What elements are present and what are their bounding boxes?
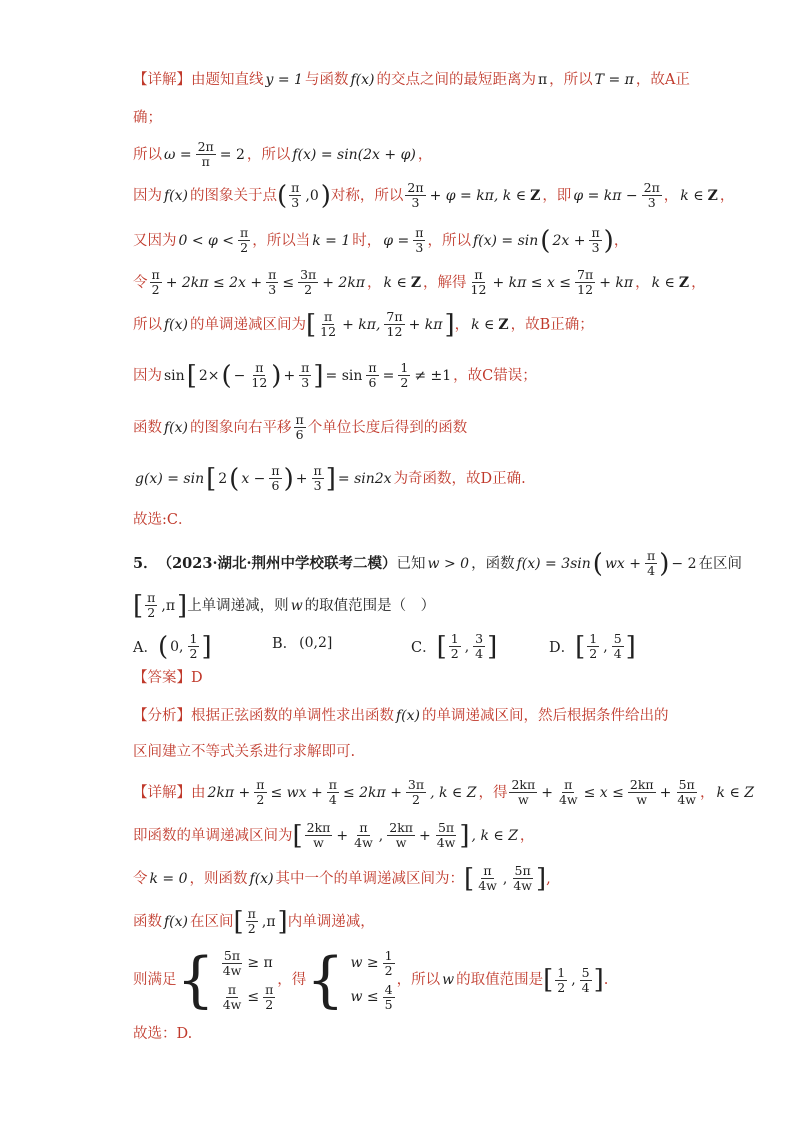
bracket: ] (201, 631, 212, 662)
fraction: $\frac{2\pi}{3}$ (643, 180, 660, 210)
text: 又因为 (133, 232, 177, 249)
fraction: $\frac{7\pi}{12}$ (386, 309, 403, 339)
math: + (419, 827, 431, 844)
option-label: B． (272, 636, 298, 652)
fraction: $\frac{3}{4}$ (475, 631, 484, 661)
text: 确； (133, 110, 162, 126)
text: ， (613, 232, 629, 249)
fraction: $\frac{2k\pi}{w}$ (389, 820, 413, 850)
text: . (603, 972, 609, 988)
detail-line-1 (133, 70, 690, 90)
math: , k ∈ Z (471, 827, 518, 844)
math: f(x) (350, 72, 375, 88)
text: 时， (352, 232, 382, 249)
math: ≠ ±1 (414, 367, 452, 384)
text: ， (417, 146, 433, 163)
math: f(x) (164, 419, 189, 436)
fraction: $\frac{\pi}{3}$ (268, 267, 277, 297)
math: ,π (261, 913, 276, 930)
text: ，解得 (423, 274, 467, 291)
text: 为奇函数，故D正确. (393, 470, 526, 487)
text: 令 (133, 274, 148, 291)
math: + (283, 367, 296, 384)
detail-line-7: 所以 f(x) 的单调递减区间为 [ $\frac{\pi}{12}$ + kπ, $\frac{7\pi}{12}$ + kπ ] ， k ∈ Z ，故B正确； (133, 309, 594, 340)
math: k ∈ (651, 274, 675, 291)
text: ，所以 (549, 72, 593, 88)
detail-line-4: 因为 f(x) 的图象关于点 ( $\frac{\pi}{3}$ ,0 ) 对称，所以 $\frac{2\pi}{3}$ + φ = kπ, k ∈ Z ，即 φ = kπ − $\frac{2\pi}{3}$ ， k ∈ Z ， (133, 180, 735, 211)
math: f(x) = sin(2x + φ) (292, 146, 416, 163)
text: 在区间 (698, 555, 742, 572)
fraction: $\frac{\pi}{4}$ (647, 548, 656, 578)
math: g(x) = sin (135, 470, 205, 487)
text: 的图象关于点 (190, 187, 278, 204)
detail-line-6 (133, 268, 706, 297)
fraction: $\frac{5\pi}{4w}$ (436, 820, 456, 850)
math: f(x) (249, 870, 274, 887)
text: 内单调递减， (287, 913, 375, 930)
math: 2kπ + (207, 784, 251, 801)
math: + (336, 827, 349, 844)
text: ，所以 (396, 972, 441, 988)
analysis-line-2 (133, 742, 355, 762)
fraction: $\frac{\pi}{12}$ (320, 309, 337, 339)
math: w (442, 972, 455, 988)
math: f(x) (164, 187, 189, 204)
text: ， (691, 274, 706, 291)
detail2-line-3: 令 k = 0 ，则函数 f(x) 其中一个的单调递减区间为： [ $\frac{\pi}{4w}$ , $\frac{5\pi}{4w}$ ] , (133, 863, 551, 894)
text: 故选：D. (133, 1026, 193, 1042)
condition-system: { $\frac{5\pi}{4w}$ ≥ π $\frac{\pi}{4w}$ ≤ $\frac{\pi}{2}$ (176, 945, 274, 1015)
math: x − (241, 470, 266, 487)
math: 2 (218, 470, 228, 487)
text: 其中一个的单调递减区间为： (275, 870, 465, 887)
text: 的取值范围是（ ） (304, 597, 436, 614)
detail-line-9 (133, 413, 467, 442)
text: ，得 (478, 784, 508, 801)
math: φ = kπ − (573, 187, 638, 204)
text: , (546, 870, 551, 887)
bracket: ( (157, 631, 169, 662)
fraction: $\frac{2k\pi}{w}$ (629, 777, 654, 807)
fraction: $\frac{\pi}{4w}$ (354, 820, 373, 850)
analysis-line-1 (133, 706, 669, 726)
fraction: $\frac{\pi}{3}$ (591, 225, 600, 255)
math: Z (530, 187, 541, 204)
math: w (290, 597, 303, 614)
bracket: ] (625, 631, 636, 662)
math: + 2kπ (322, 274, 366, 291)
detail2-line-2: 即函数的单调递减区间为 [ $\frac{2k\pi}{w}$ + $\frac{\pi}{4w}$ , $\frac{2k\pi}{w}$ + $\frac{5\pi}{4w}$ ] , k ∈ Z ， (133, 820, 535, 851)
fraction: $\frac{1}{2}$ (189, 631, 198, 661)
math: , (378, 827, 384, 844)
detail2-line-5: 则满足 { $\frac{5\pi}{4w}$ ≥ π $\frac{\pi}{4w}$ ≤ $\frac{\pi}{2}$ ，得 { w ≥ $\frac{1}{2}$ w ≤ $\frac{4}{5}$ ，所以 w 的取值范围是 [ $\frac{1}{2}$ , $\frac{5}{4}$ ] . (133, 945, 609, 1015)
math: = 2 (219, 146, 245, 163)
text: 个单位长度后得到的函数 (307, 419, 468, 436)
fraction: $\frac{1}{2}$ (450, 631, 459, 661)
math: Z (410, 274, 422, 291)
math: ,0 (305, 187, 319, 204)
fraction: $\frac{\pi}{3}$ (301, 360, 310, 390)
text: 函数 (133, 913, 162, 930)
fraction: $\frac{3\pi}{2}$ (300, 267, 317, 297)
detail-line-11 (133, 510, 192, 530)
text: 因为 (133, 367, 162, 384)
text: 的取值范围是 (456, 972, 544, 988)
option-a[interactable] (133, 632, 212, 661)
math: − (233, 367, 246, 384)
fraction: $\frac{\pi}{6}$ (271, 463, 280, 493)
fraction: $\frac{2\pi}{\pi}$ (197, 139, 214, 169)
math: ≤ (282, 274, 295, 291)
option-label: A． (133, 640, 158, 656)
option-b[interactable] (272, 632, 334, 653)
text: 所以 (133, 146, 162, 163)
math: k = 0 (149, 870, 188, 887)
math: f(x) (164, 316, 189, 333)
math: + kπ (408, 316, 443, 333)
math: = sin2x (337, 470, 392, 487)
answer-value: D (191, 670, 203, 686)
text: ，所以 (246, 146, 291, 163)
math: 0, (170, 638, 184, 655)
fraction: $\frac{1}{2}$ (589, 631, 598, 661)
math: k = 1 (312, 232, 351, 249)
fraction: $\frac{\pi}{6}$ (368, 360, 377, 390)
text: 与函数 (304, 72, 349, 88)
text: 根据正弦函数的单调性求出函数 (191, 708, 394, 724)
text: 区间建立不等式关系进行求解即可. (133, 744, 356, 760)
fraction: $\frac{\pi}{3}$ (313, 463, 322, 493)
math: Z (707, 187, 718, 204)
text: 令 (133, 870, 148, 887)
math: + φ = kπ, k ∈ (429, 187, 527, 204)
math: k ∈ (471, 316, 495, 333)
math: ω = (164, 146, 192, 163)
math: f(x) = 3sin (516, 555, 591, 572)
fraction: $\frac{\pi}{12}$ (470, 267, 487, 297)
math: + kπ ≤ x ≤ (492, 274, 572, 291)
analysis-tag: 【分析】 (133, 708, 191, 724)
math: Z (678, 274, 690, 291)
math: ≤ wx + (270, 784, 323, 801)
math: ≤ 2kπ + (342, 784, 402, 801)
text: 则满足 (133, 972, 177, 988)
fraction: $\frac{\pi}{6}$ (295, 412, 304, 442)
detail-tag: 【详解】 (133, 72, 191, 88)
option-label: C． (411, 640, 437, 656)
math: π (537, 72, 548, 88)
fraction: $\frac{\pi}{2}$ (240, 225, 249, 255)
math: k ∈ (680, 187, 704, 204)
math: φ = (383, 232, 410, 249)
math: + (295, 470, 308, 487)
fraction: $\frac{1}{2}$ (400, 360, 409, 390)
question-5-line-1: 5． （2023·湖北·荆州中学校联考二模） 已知 w > 0 ，函数 f(x) = 3sin ( wx + $\frac{\pi}{4}$ ) − 2 在区间 (133, 548, 742, 579)
math: ,π (161, 597, 176, 614)
math: , (502, 870, 508, 887)
question-source: （2023·湖北·荆州中学校联考二模） (157, 554, 397, 572)
fraction: $\frac{1}{2}$ (557, 964, 566, 995)
text: ， (519, 827, 535, 844)
fraction: $\frac{\pi}{2}$ (147, 590, 156, 620)
math: T = π (594, 72, 634, 88)
question-5-line-2: [ $\frac{\pi}{2}$ ,π ] 上单调递减，则 w 的取值范围是（ ） (133, 590, 436, 621)
math: k ∈ (383, 274, 407, 291)
math: = sin (325, 367, 363, 384)
fraction: $\frac{5\pi}{4w}$ (513, 863, 532, 893)
math: , k ∈ Z (430, 784, 477, 801)
option-c[interactable]: C． [ $\frac{1}{2}$ , $\frac{3}{4}$ ] (411, 631, 498, 662)
text: ，即 (542, 187, 572, 204)
math: sin (164, 367, 185, 384)
text: ，所以当 (252, 232, 311, 249)
text: 因为 (133, 187, 162, 204)
answer-tag: 【答案】 (133, 670, 191, 686)
text: ，得 (277, 972, 307, 988)
option-label: D． (549, 640, 576, 656)
fraction: $\frac{\pi}{12}$ (251, 360, 268, 390)
math: ≤ x ≤ (583, 784, 624, 801)
result-system: { w ≥ $\frac{1}{2}$ w ≤ $\frac{4}{5}$ (306, 945, 393, 1015)
detail-line-2 (133, 108, 162, 128)
detail-line-10: g(x) = sin [ 2 ( x − $\frac{\pi}{6}$ ) + $\frac{\pi}{3}$ ] = sin2x 为奇函数，故D正确. (135, 463, 526, 494)
math: + kπ (599, 274, 634, 291)
option-d[interactable]: D． [ $\frac{1}{2}$ , $\frac{5}{4}$ ] (549, 631, 636, 662)
text: 即函数的单调递减区间为 (133, 827, 293, 844)
text: 的单调递减区间，然后根据条件给出的 (422, 708, 669, 724)
text: 所以 (133, 316, 162, 333)
fraction: $\frac{2k\pi}{w}$ (306, 820, 331, 850)
math: + 2kπ ≤ 2x + (165, 274, 263, 291)
detail2-line-6 (133, 1024, 192, 1044)
math: wx + (604, 555, 642, 572)
bracket: ] (487, 631, 498, 662)
math: + kπ, (342, 316, 381, 333)
fraction: $\frac{5\pi}{4w}$ (677, 777, 697, 807)
math: f(x) = sin (472, 232, 539, 249)
math: y = 1 (265, 72, 303, 88)
math: (0,2] (299, 634, 333, 651)
detail-line-5: 又因为 0 < φ < $\frac{\pi}{2}$ ，所以当 k = 1 时， φ = $\frac{\pi}{3}$ ，所以 f(x) = sin ( 2x + $\frac{\pi}{3}$ ) ， (133, 225, 629, 256)
math: k ∈ Z (716, 784, 754, 801)
text: ， (367, 274, 382, 291)
text: 故选:C． (133, 512, 193, 528)
text: ，故C错误； (453, 367, 537, 384)
text: ，则函数 (189, 870, 248, 887)
text: 由 (191, 784, 206, 801)
answer-line (133, 668, 203, 688)
text: ， (700, 784, 715, 801)
text: 的交点之间的最短距离为 (376, 72, 536, 88)
text: ，故B正确； (510, 316, 594, 333)
text: 对称，所以 (330, 187, 404, 204)
math: f(x) (396, 708, 421, 724)
math: f(x) (164, 913, 189, 930)
math: w > 0 (427, 555, 470, 572)
text: 的单调递减区间为 (190, 316, 307, 333)
text: 在区间 (190, 913, 234, 930)
fraction: $\frac{\pi}{2}$ (247, 906, 256, 936)
detail-tag: 【详解】 (133, 784, 191, 801)
math: + (541, 784, 553, 801)
text: ， (663, 187, 679, 204)
fraction: $\frac{\pi}{3}$ (415, 225, 424, 255)
fraction: $\frac{7\pi}{12}$ (577, 267, 594, 297)
math: , (571, 972, 576, 988)
math: 2x + (552, 232, 586, 249)
detail2-line-4: 函数 f(x) 在区间 [ $\frac{\pi}{2}$ ,π ] 内单调递减， (133, 906, 375, 937)
math: Z (498, 316, 509, 333)
text: ，故A正 (635, 72, 690, 88)
text: ，所以 (427, 232, 471, 249)
text: ，函数 (471, 555, 515, 572)
fraction: $\frac{\pi}{2}$ (151, 267, 160, 297)
math: + (659, 784, 672, 801)
math: 2× (198, 367, 220, 384)
bracket: [ (436, 631, 447, 662)
fraction: $\frac{2\pi}{3}$ (407, 180, 424, 210)
fraction: $\frac{\pi}{4w}$ (558, 777, 578, 807)
text: ， (719, 187, 735, 204)
text: 函数 (133, 419, 162, 436)
text: 的图象向右平移 (190, 419, 292, 436)
question-number: 5． (133, 554, 158, 572)
fraction: $\frac{\pi}{4w}$ (478, 863, 497, 893)
fraction: $\frac{\pi}{2}$ (256, 777, 265, 807)
fraction: $\frac{5}{4}$ (581, 964, 590, 995)
fraction: $\frac{2k\pi}{w}$ (511, 777, 536, 807)
detail-line-8: 因为 sin [ 2× ( − $\frac{\pi}{12}$ ) + $\frac{\pi}{3}$ ] = sin $\frac{\pi}{6}$ = $\frac{1}{2}$ ≠ ±1 ，故C错误； (133, 360, 537, 391)
math: 0 < φ < (178, 232, 235, 249)
text: 已知 (396, 555, 426, 572)
text: ， (454, 316, 470, 333)
bracket: [ (575, 631, 586, 662)
fraction: $\frac{\pi}{3}$ (291, 180, 300, 210)
text: ， (635, 274, 650, 291)
math: = (382, 367, 395, 384)
fraction: $\frac{\pi}{4}$ (328, 777, 337, 807)
detail2-line-1 (133, 778, 756, 807)
math: − 2 (671, 555, 697, 572)
detail-line-3 (133, 140, 432, 169)
text: 由题知直线 (191, 72, 264, 88)
text: 上单调递减，则 (187, 597, 289, 614)
fraction: $\frac{3\pi}{2}$ (407, 777, 425, 807)
fraction: $\frac{5}{4}$ (613, 631, 622, 661)
